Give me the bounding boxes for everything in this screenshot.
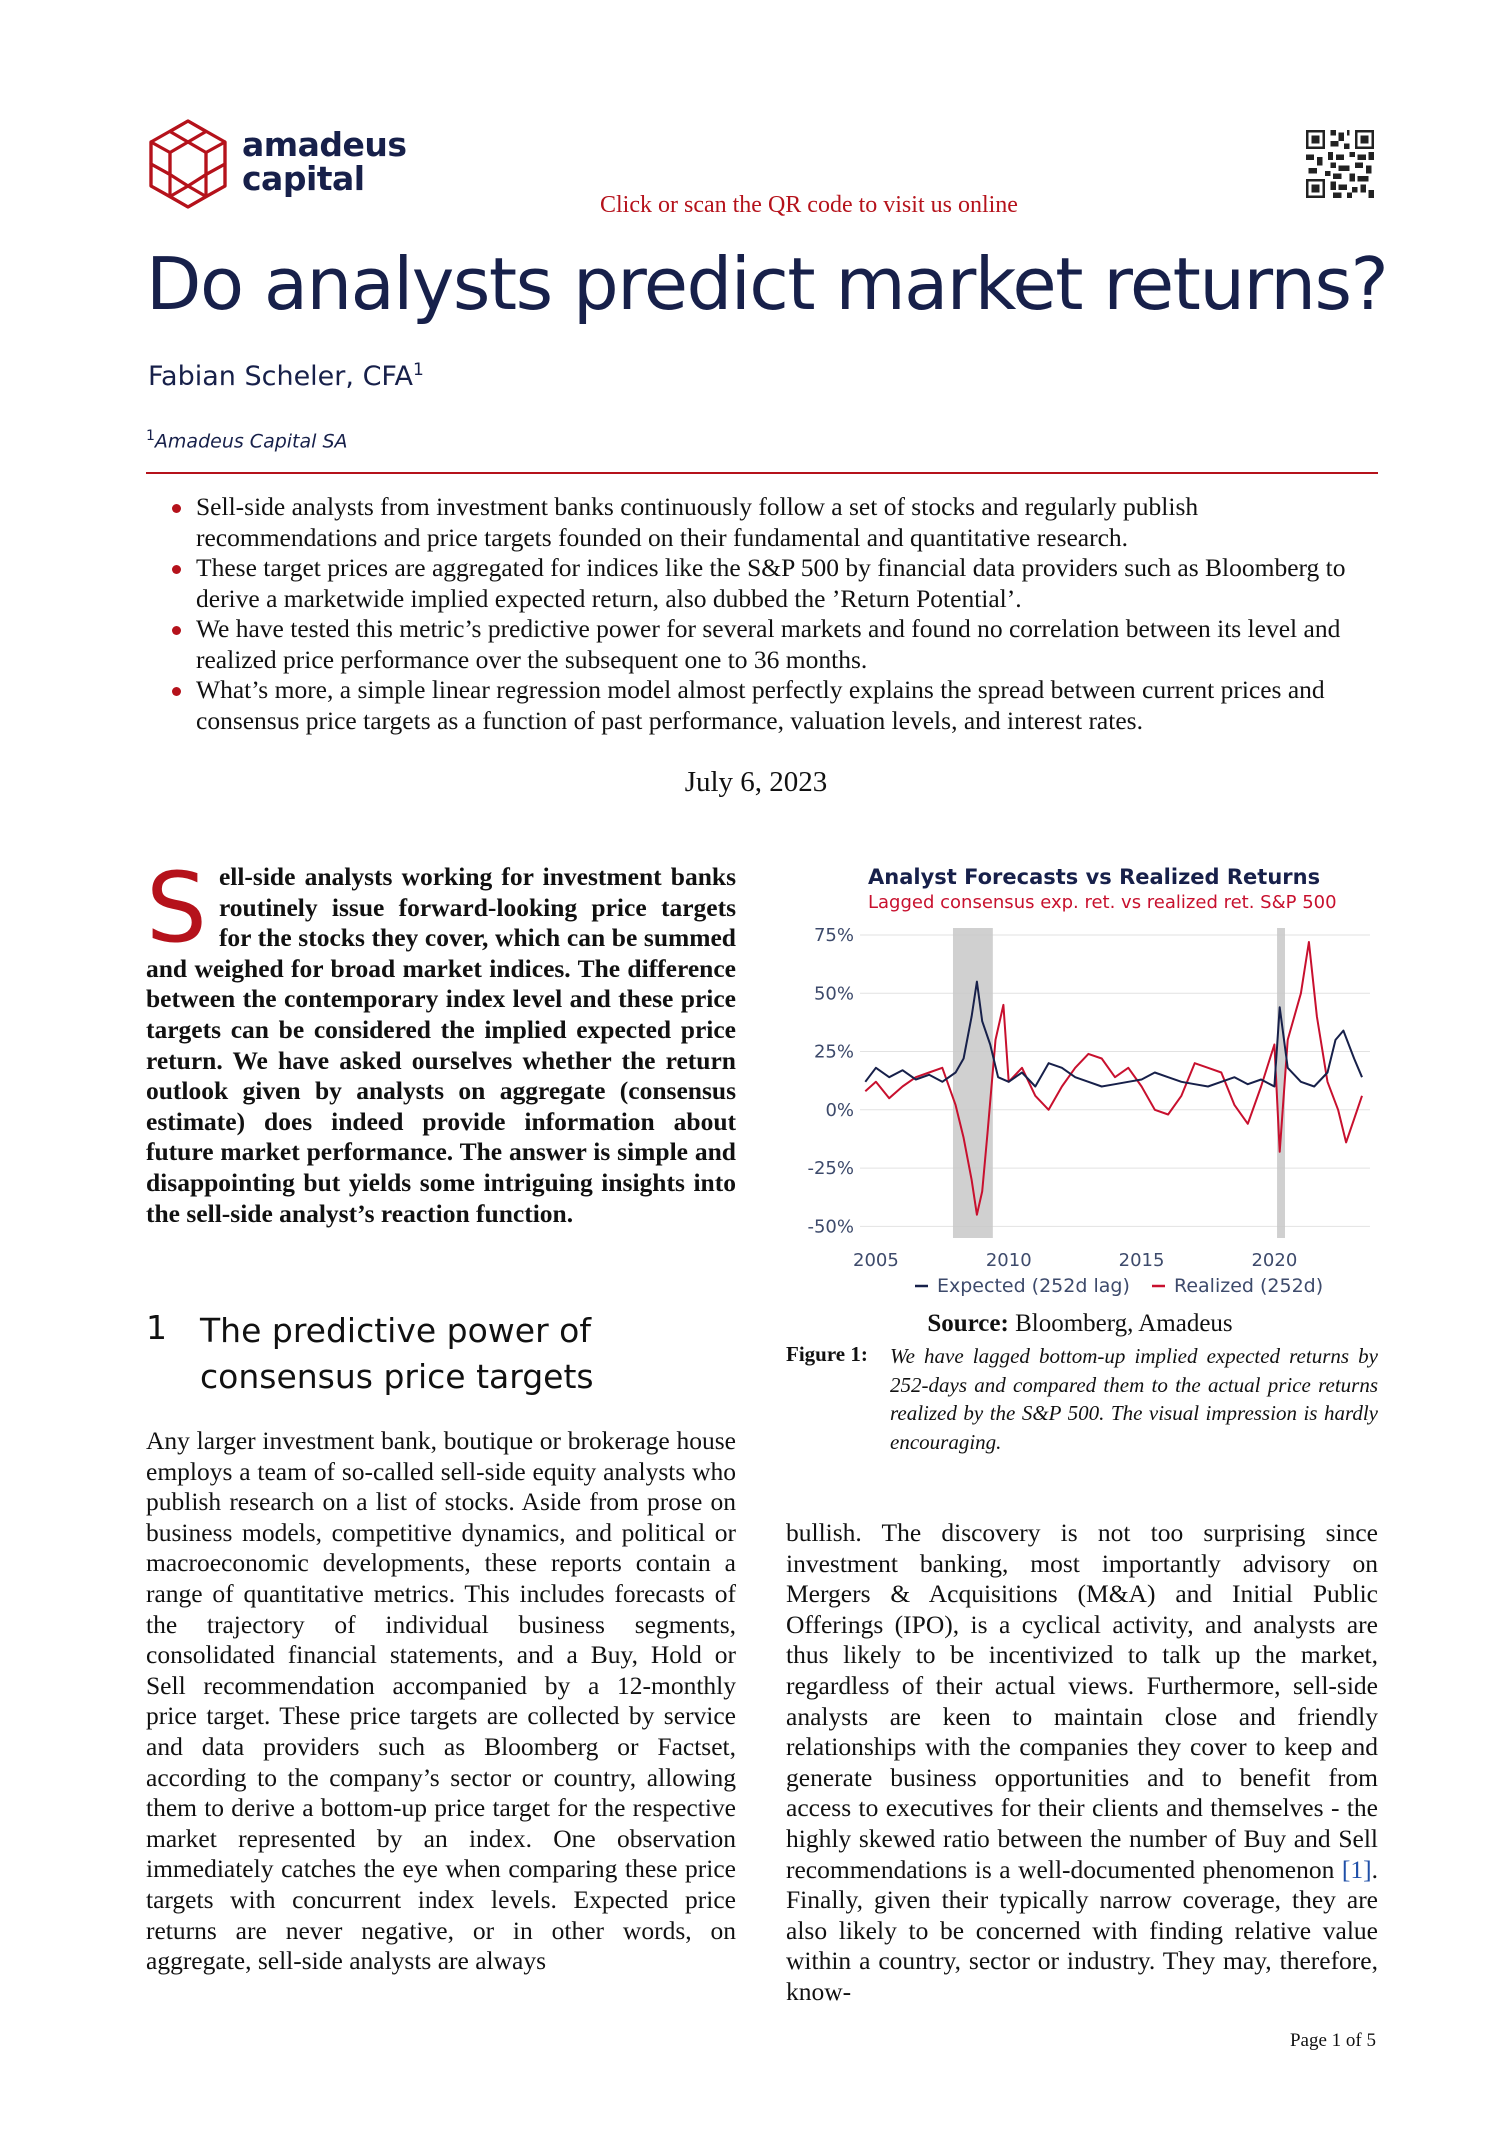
legend-expected: Expected (252d lag) — [937, 1275, 1130, 1297]
publication-date: July 6, 2023 — [684, 766, 828, 798]
page-number: Page 1 of 5 — [1289, 2030, 1376, 2051]
affiliation-superscript: 1 — [146, 428, 155, 444]
key-point: These target prices are aggregated for indices like the S&P 500 by financial data providers such as Bloomberg to derive a marketwide implied expected return, also dubbed the ’Return Potential’. — [170, 553, 1378, 614]
affiliation-line — [146, 428, 348, 452]
series-line-expected — [865, 982, 1362, 1087]
body-text-right — [786, 1518, 1378, 2008]
x-tick-label: 2005 — [853, 1250, 899, 1271]
amadeus-logo-icon — [146, 118, 230, 210]
author-line — [148, 360, 424, 392]
legend-realized: Realized (252d) — [1174, 1275, 1324, 1297]
y-tick-label: -50% — [807, 1216, 854, 1238]
y-tick-label: 75% — [813, 924, 854, 946]
y-tick-label: 25% — [813, 1041, 854, 1063]
section-number: 1 — [146, 1308, 167, 1347]
section-title: The predictive power of consensus price targets — [200, 1311, 594, 1396]
x-tick-label: 2010 — [985, 1250, 1032, 1271]
drop-cap: S — [146, 852, 207, 964]
key-point: What’s more, a simple linear regression model almost perfectly explains the spread between current prices and consensus price targets as a function of past performance, valuation levels, and interest rates. — [170, 675, 1378, 736]
wordmark-line-1: amadeus — [242, 125, 407, 164]
abstract — [146, 852, 736, 1229]
key-points-list — [170, 492, 1378, 736]
figure-source-label: Source: — [927, 1310, 1009, 1337]
series-line-realized — [865, 942, 1362, 1215]
author-superscript: 1 — [412, 360, 424, 380]
qr-caption-link[interactable]: Click or scan the QR code to visit us online — [600, 192, 1018, 218]
y-tick-label: 0% — [825, 1099, 854, 1121]
y-tick-label: -25% — [807, 1158, 854, 1180]
figure-label: Figure 1: — [786, 1342, 868, 1366]
returns-chart — [780, 858, 1380, 1298]
x-tick-label: 2015 — [1118, 1250, 1165, 1271]
company-wordmark[interactable] — [242, 125, 407, 198]
y-tick-label: 50% — [813, 983, 854, 1005]
figure-source-text: Bloomberg, Amadeus — [1008, 1310, 1233, 1337]
author-name: Fabian Scheler, CFA — [148, 361, 413, 392]
body-right-text-a: bullish. The discovery is not too surprising since investment banking, most importantly advisory on Mergers & Acquisitions (M&A) and Initial Public Offerings (IPO), is a cyclical activity, and analysts are thus likely to be incentivized to talk up the market, regardless of their actual views. Furthermore, sell-side analysts are keen to maintain close and friendly relationships with the companies they cover to keep and generate business opportunities and to benefit from access to executives for their clients and themselves - the highly skewed ratio between the number of Buy and Sell recommendations is a well-documented phenomenon — [786, 1518, 1378, 1884]
paper-title: Do analysts predict market returns? — [146, 242, 1388, 326]
wordmark-line-2: capital — [242, 159, 365, 198]
chart-subtitle: Lagged consensus exp. ret. vs realized ret. S&P 500 — [868, 892, 1337, 913]
affiliation-name: Amadeus Capital SA — [154, 430, 348, 453]
header-divider — [146, 472, 1378, 474]
key-point: We have tested this metric’s predictive power for several markets and found no correlation between its level and realized price performance over the subsequent one to 36 months. — [170, 614, 1378, 675]
figure-source — [780, 1310, 1380, 1338]
figure-caption: We have lagged bottom-up implied expected returns by 252-days and compared them to the actual price returns realized by the S&P 500. The visual impression is hardly encouraging. — [890, 1344, 1378, 1454]
x-tick-label: 2020 — [1251, 1250, 1298, 1271]
key-point: Sell-side analysts from investment banks continuously follow a set of stocks and regularly publish recommendations and price targets founded on their fundamental and quantitative research. — [170, 492, 1378, 553]
abstract-text: ell-side analysts working for investment banks routinely issue forward-looking price targets for the stocks they cover, which can be summed and weighed for broad market indices. The difference between the contemporary index level and these price targets can be considered the implied expected price return. We have asked ourselves whether the return outlook given by analysts on aggregate (consensus estimate) does indeed provide information about future market performance. The answer is simple and disappointing but yields some intriguing insights into the sell-side analyst’s reaction function. — [146, 862, 736, 1228]
body-right-text-b: . Finally, given their typically narrow coverage, they are also likely to be concerned with finding relative value within a country, sector or industry. They may, therefore, know- — [786, 1854, 1378, 2006]
qr-code-icon[interactable] — [1306, 130, 1374, 198]
body-text-left: Any larger investment bank, boutique or brokerage house employs a team of so-called sell-side equity analysts who publish research on a list of stocks. Aside from prose on business models, competitive dynamics, and political or macroeconomic developments, these reports contain a range of quantitative metrics. This includes forecasts of the trajectory of individual business segments, consolidated financial statements, and a Buy, Hold or Sell recommendation accompanied by a 12-monthly price target. These price targets are collected by service and data providers such as Bloomberg or Factset, according to the company’s sector or country, allowing them to derive a bottom-up price target for the respective market represented by an index. One observation immediately catches the eye when comparing these price targets with concurrent index levels. Expected price returns are never negative, or in other words, on aggregate, sell-side analysts are always — [146, 1426, 736, 1976]
chart-title: Analyst Forecasts vs Realized Returns — [868, 865, 1321, 889]
citation-link[interactable]: [1] — [1341, 1854, 1372, 1884]
